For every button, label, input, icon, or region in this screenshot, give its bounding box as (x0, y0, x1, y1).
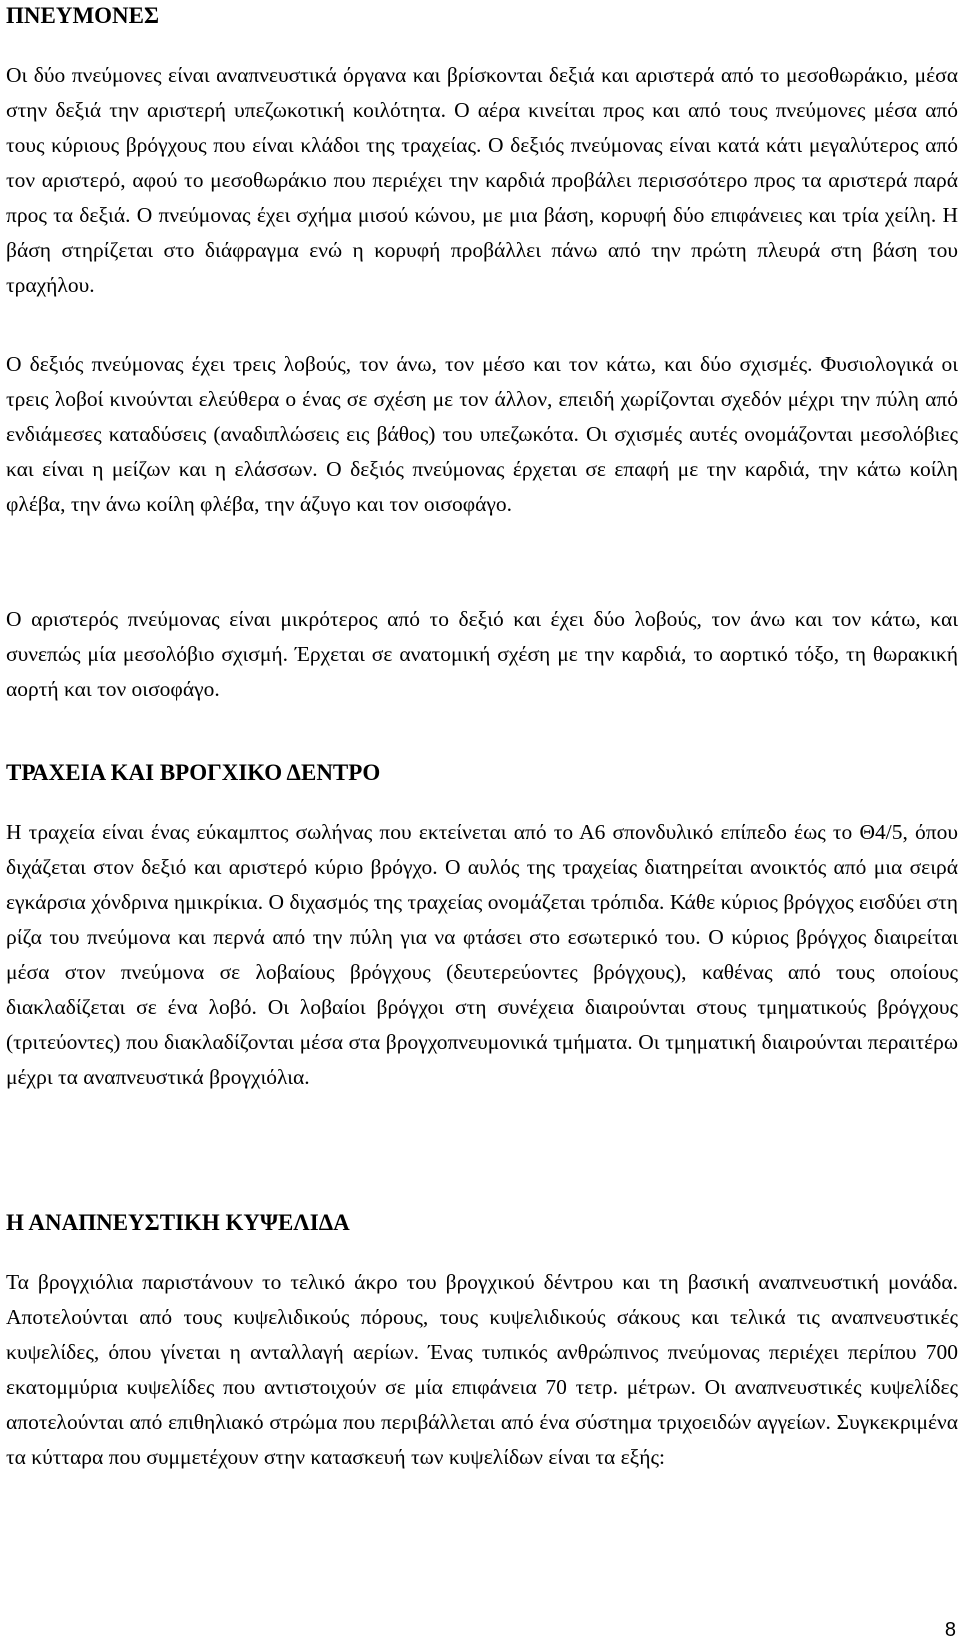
paragraph-lungs-overview: Οι δύο πνεύμονες είναι αναπνευστικά όργανα και βρίσκονται δεξιά και αριστερά από το μεσοθωράκιο, μέσα στην δεξιά την αριστερή υπεζωκοτική κοιλότητα. Ο αέρα κινείται προς και από τους πνεύμονες μέσα από τους κύριους βρόγχους που είναι κλάδοι της τραχείας. Ο δεξιός πνεύμονας είναι κατά κάτι μεγαλύτερος από τον αριστερό, αφού το μεσοθωράκιο που περιέχει την καρδιά προβάλει περισσότερο προς τα αριστερά παρά προς τα δεξιά. Ο πνεύμονας έχει σχήμα μισού κώνου, με μια βάση, κορυφή δύο επιφάνειες και τρία χείλη. Η βάση στηρίζεται στο διάφραγμα ενώ η κορυφή προβάλλει πάνω από την πρώτη πλευρά στη βάση του τραχήλου. (6, 63, 958, 297)
paragraph-trachea: Η τραχεία είναι ένας εύκαμπτος σωλήνας που εκτείνεται από το Α6 σπονδυλικό επίπεδο έως το Θ4/5, όπου διχάζεται στον δεξιό και αριστερό κύριο βρόγχο. Ο αυλός της τραχείας διατηρείται ανοικτός από μια σειρά εγκάρσια χόνδρινα ημικρίκια. Ο διχασμός της τραχείας ονομάζεται τρόπιδα. Κάθε κύριος βρόγχος εισδύει στη ρίζα του πνεύμονα και περνά από την πύλη για να φτάσει στο εσωτερικό του. Ο κύριος βρόγχος διαιρείται μέσα στον πνεύμονα σε λοβαίους βρόγχους (δευτερεύοντες βρόγχους), καθένας από τους οποίους διακλαδίζεται σε ένα λοβό. Οι λοβαίοι βρόγχοι στη συνέχεια διαιρούνται στους τμηματικούς βρόγχους (τριτεύοντες) που διακλαδίζονται μέσα στα βρογχοπνευμονικά τμήματα. Οι τμηματική διαιρούνται περαιτέρω μέχρι τα αναπνευστικά βρογχιόλια. (6, 820, 958, 1089)
paragraph-left-lung: Ο αριστερός πνεύμονας είναι μικρότερος από το δεξιό και έχει δύο λοβούς, τον άνω και τον κάτω, και συνεπώς μία μεσολόβιο σχισμή. Έρχεται σε ανατομική σχέση με την καρδιά, το αορτικό τόξο, τη θωρακική αορτή και τον οισοφάγο. (6, 607, 958, 701)
section-heading-alveolus: Η ΑΝΑΠΝΕΥΣΤΙΚΗ ΚΥΨΕΛΙΔΑ (6, 1210, 350, 1235)
paragraph-alveolus: Τα βρογχιόλια παριστάνουν το τελικό άκρο του βρογχικού δέντρου και τη βασική αναπνευστική μονάδα. Αποτελούνται από τους κυψελιδικούς πόρους, τους κυψελιδικούς σάκους και τελικά τις αναπνευστικές κυψελίδες, όπου γίνεται η ανταλλαγή αερίων. Ένας τυπικός ανθρώπινος πνεύμονας περιέχει περίπου 700 εκατομμύρια κυψελίδες που αντιστοιχούν σε μία επιφάνεια 70 τετρ. μέτρων. Οι αναπνευστικές κυψελίδες αποτελούνται από επιθηλιακό στρώμα που περιβάλλεται από ένα σύστημα τριχοειδών αγγείων. Συγκεκριμένα τα κύτταρα που συμμετέχουν στην κατασκευή των κυψελίδων είναι τα εξής: (6, 1270, 958, 1469)
section-heading-trachea: ΤΡΑΧΕΙΑ ΚΑΙ ΒΡΟΓΧΙΚΟ ΔΕΝΤΡΟ (6, 760, 381, 785)
section-heading-lungs: ΠΝΕΥΜΟΝΕΣ (6, 3, 160, 28)
page-number: 8 (944, 1619, 956, 1641)
paragraph-right-lung: Ο δεξιός πνεύμονας έχει τρεις λοβούς, τον άνω, τον μέσο και τον κάτω, και δύο σχισμές. Φυσιολογικά οι τρεις λοβοί κινούνται ελεύθερα ο ένας σε σχέση με τον άλλον, επειδή χωρίζονται σχεδόν μέχρι την πύλη από ενδιάμεσες καταδύσεις (αναδιπλώσεις εις βάθος) του υπεζωκότα. Οι σχισμές αυτές ονομάζονται μεσολόβιες και είναι η μείζων και η ελάσσων. Ο δεξιός πνεύμονας έρχεται σε επαφή με την καρδιά, την κάτω κοίλη φλέβα, την άνω κοίλη φλέβα, την άζυγο και τον οισοφάγο. (6, 352, 958, 516)
